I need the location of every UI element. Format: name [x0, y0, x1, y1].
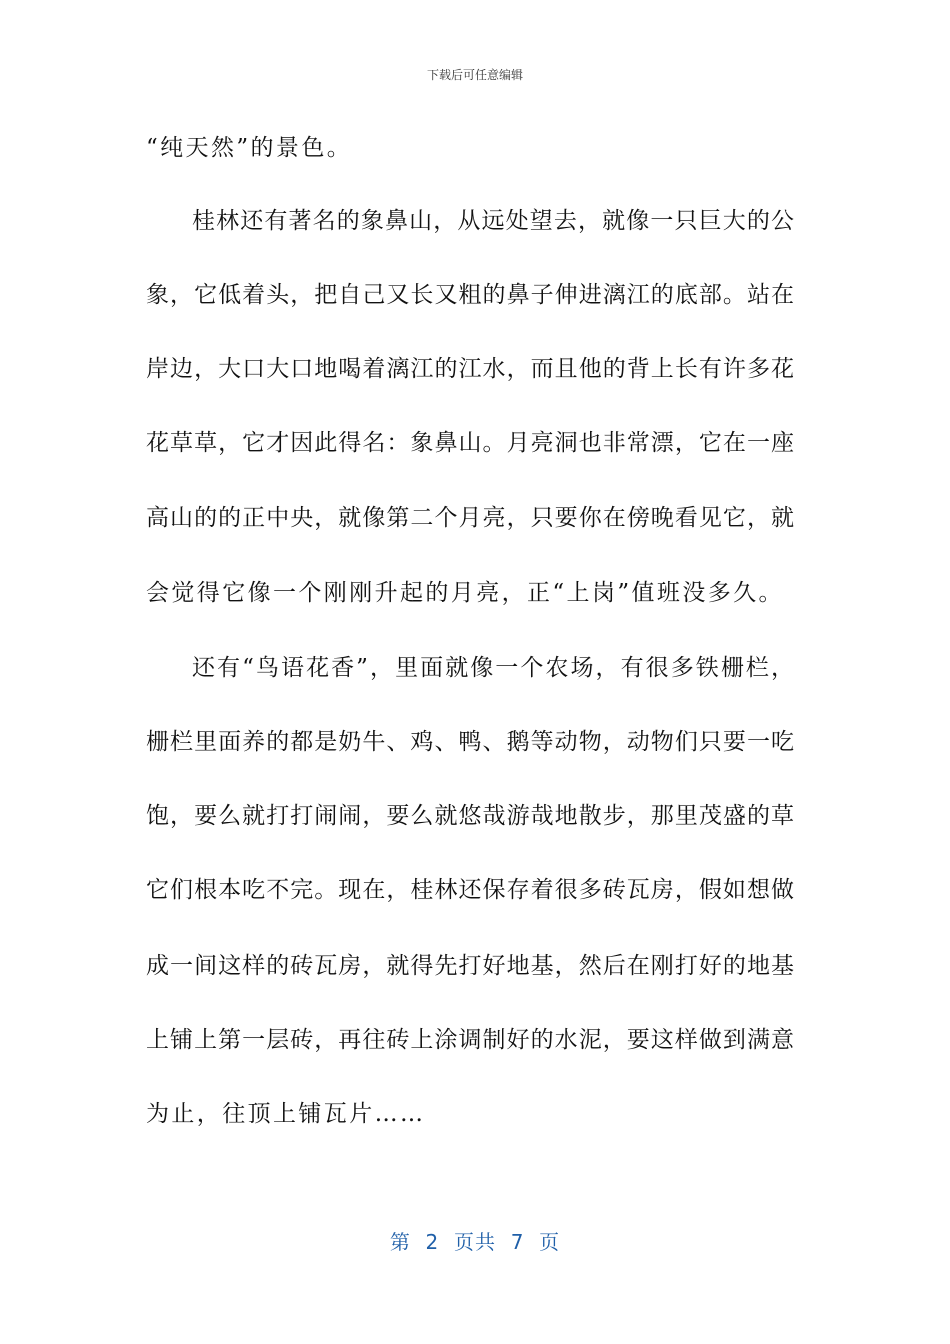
page-number: 第 2 页共 7 页 [389, 1230, 561, 1254]
text-line: 上铺上第一层砖，再往砖上涂调制好的水泥，要这样做到满意 [146, 1027, 794, 1053]
text-line: 花草草，它才因此得名：象鼻山。月亮洞也非常漂，它在一座 [146, 430, 794, 456]
text-line: 桂林还有著名的象鼻山，从远处望去，就像一只巨大的公 [192, 208, 794, 234]
text-line: 象，它低着头，把自己又长又粗的鼻子伸进漓江的底部。站在 [146, 282, 794, 308]
text-line: 会觉得它像一个刚刚升起的月亮，正“上岗”值班没多久。 [146, 580, 784, 606]
text-line: 栅栏里面养的都是奶牛、鸡、鸭、鹅等动物，动物们只要一吃 [146, 729, 794, 755]
text-line: 岸边，大口大口地喝着漓江的江水，而且他的背上长有许多花 [146, 356, 794, 382]
text-line: 成一间这样的砖瓦房，就得先打好地基，然后在刚打好的地基 [146, 953, 794, 979]
header-note: 下载后可任意编辑 [426, 68, 523, 82]
text-line: 还有“鸟语花香”，里面就像一个农场，有很多铁栅栏， [192, 655, 794, 681]
text-line: 高山的的正中央，就像第二个月亮，只要你在傍晚看见它，就 [146, 505, 794, 531]
text-line: “纯天然”的景色。 [146, 135, 353, 161]
text-line: 为止，往顶上铺瓦片…… [146, 1101, 426, 1127]
text-line: 饱，要么就打打闹闹，要么就悠哉游哉地散步，那里茂盛的草 [146, 803, 794, 829]
text-line: 它们根本吃不完。现在，桂林还保存着很多砖瓦房，假如想做 [146, 877, 794, 903]
